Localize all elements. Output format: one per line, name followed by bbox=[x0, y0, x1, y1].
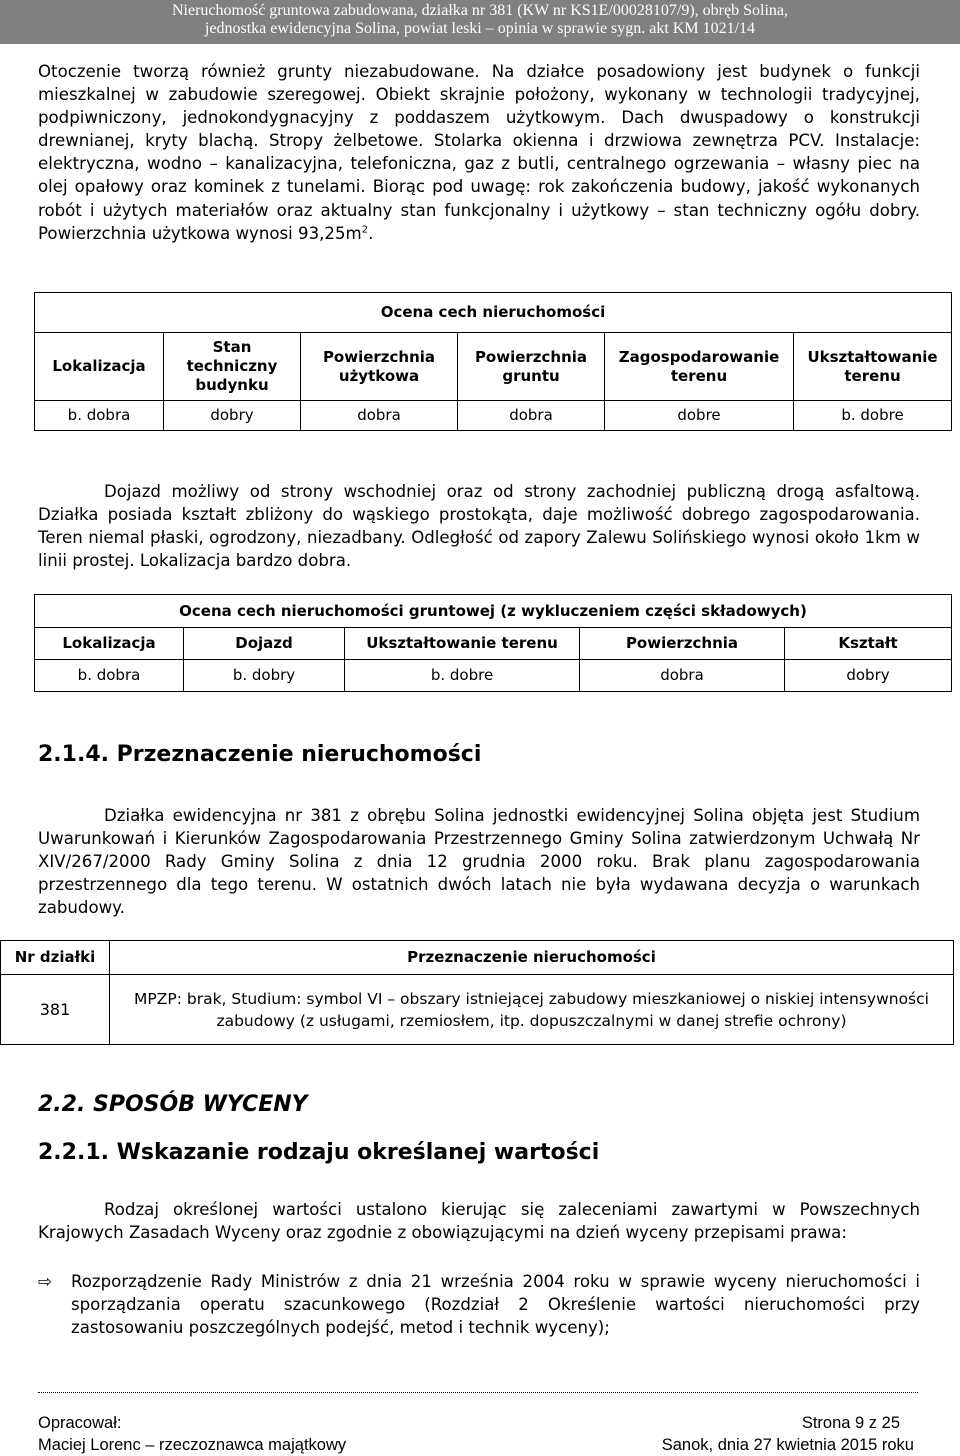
col-header-parcel: Nr działki bbox=[1, 941, 110, 975]
section-heading-2-1-4: 2.1.4. Przeznaczenie nieruchomości bbox=[38, 742, 482, 767]
footer-author-label: Opracował: bbox=[38, 1414, 122, 1432]
superscript: 2 bbox=[361, 224, 369, 236]
table-cell: dobra bbox=[580, 660, 785, 692]
valuation-type-description bbox=[38, 1198, 920, 1244]
building-description-part1: Otoczenie tworzą również grunty niezabudowane. Na działce posadowiony jest budynek o funkcji mieszkalnej w zabudowie szeregowej. Obiekt skrajnie położony, wykonany w technologii tradycyjnej, podpiwniczony, jednokondygnacyjny z poddaszem użytkowym. Dach dwuspadowy o konstrukcji drewnianej, kryty blachą. Stropy żelbetowe. Stolarka okienna i drzwiowa zewnętrza PCV. bbox=[38, 62, 920, 151]
valuation-type-text: Rodzaj określonej wartości ustalono kierując się zaleceniami zawartymi w Powszechnych Krajowych Zasadach Wyceny oraz zgodnie z obowiązującymi na dzień wyceny przepisami prawa: bbox=[38, 1200, 920, 1243]
col-header: Dojazd bbox=[184, 628, 345, 660]
table-cell: dobry bbox=[164, 401, 301, 431]
footer-author-name: Maciej Lorenc – rzeczoznawca majątkowy bbox=[38, 1436, 347, 1454]
land-features-table bbox=[34, 594, 952, 692]
col-header: Lokalizacja bbox=[35, 628, 184, 660]
zoning-table bbox=[0, 940, 954, 1045]
col-header: Ukształtowanie terenu bbox=[794, 333, 952, 401]
table-cell: dobry bbox=[785, 660, 952, 692]
land-features-title: Ocena cech nieruchomości gruntowej (z wykluczeniem części składowych) bbox=[35, 595, 952, 628]
period: . bbox=[368, 223, 374, 243]
building-description bbox=[38, 60, 920, 245]
table-cell: b. dobry bbox=[184, 660, 345, 692]
table-cell: dobra bbox=[301, 401, 458, 431]
access-text: Dojazd możliwy od strony wschodniej oraz od strony zachodniej publiczną drogą asfaltową. Działka posiada kształt zbliżony do wąskiego prostokąta, daje możliwość dobrego zagospodarowania. Teren niemal płaski, ogrodzony, niezadbany. Odległość od zapory Zalewu Solińskiego wynosi około 1km w linii prostej. Lokalizacja bardzo dobra. bbox=[38, 482, 920, 571]
header-line-1: Nieruchomość gruntowa zabudowana, działka nr 381 (KW nr KS1E/00028107/9), obręb Solina, bbox=[171, 2, 788, 19]
col-header-purpose: Przeznaczenie nieruchomości bbox=[110, 941, 954, 975]
property-features-table bbox=[34, 292, 952, 431]
access-description bbox=[38, 480, 920, 572]
footer-date: Sanok, dnia 27 kwietnia 2015 roku bbox=[661, 1436, 914, 1454]
col-header: Powierzchnia bbox=[580, 628, 785, 660]
col-header: Powierzchnia gruntu bbox=[458, 333, 605, 401]
property-features-title: Ocena cech nieruchomości bbox=[35, 293, 952, 333]
footer-page-number: Strona 9 z 25 bbox=[801, 1414, 900, 1432]
purpose-text: MPZP: brak, Studium: symbol VI – obszary istniejącej zabudowy mieszkaniowej o niskiej intensywności zabudowy (z usługami, rzemiosłem, itp. dopuszczalnymi w danej strefie ochrony) bbox=[110, 975, 954, 1045]
section-heading-2-2: 2.2. SPOSÓB WYCENY bbox=[38, 1092, 308, 1117]
col-header: Stan techniczny budynku bbox=[164, 333, 301, 401]
col-header: Lokalizacja bbox=[35, 333, 164, 401]
legal-basis-item bbox=[38, 1270, 920, 1339]
col-header: Kształt bbox=[785, 628, 952, 660]
zoning-text: Działka ewidencyjna nr 381 z obrębu Solina jednostki ewidencyjnej Solina objęta jest Studium Uwarunkowań i Kierunków Zagospodarowania Przestrzennego Gminy Solina zatwierdzonym Uchwałą Nr XIV/267/2000 Rady Gminy Solina z dnia 12 grudnia 2000 roku. Brak planu zagospodarowania przestrzennego dla tego terenu. W ostatnich dwóch latach nie była wydawana decyzja o warunkach zabudowy. bbox=[38, 806, 920, 918]
legal-basis-text: Rozporządzenie Rady Ministrów z dnia 21 września 2004 roku w sprawie wyceny nieruchomości i sporządzania operatu szacunkowego (Rozdział 2 Określenie wartości nieruchomości przy zastosowaniu poszczególnych podejść, metod i technik wyceny); bbox=[71, 1272, 920, 1338]
zoning-description bbox=[38, 804, 920, 919]
table-cell: b. dobra bbox=[35, 660, 184, 692]
footer-divider bbox=[38, 1392, 918, 1394]
col-header: Powierzchnia użytkowa bbox=[301, 333, 458, 401]
table-cell: b. dobre bbox=[794, 401, 952, 431]
col-header: Zagospodarowanie terenu bbox=[605, 333, 794, 401]
building-description-part2: Instalacje: elektryczna, wodno – kanalizacyjna, telefoniczna, gaz z butli, centralnego ogrzewania – własny piec na olej opałowy oraz kominek z tunelami. Biorąc pod uwagę: rok zakończenia budowy, jakość wykonanych robót i użytych materiałów oraz aktualny stan funkcjonalny i użytkowy – stan techniczny ogółu dobry. Powierzchnia użytkowa wynosi 93,25m bbox=[38, 131, 921, 243]
header-line-2: jednostka ewidencyjna Solina, powiat leski – opinia w sprawie sygn. akt KM 1021/14 bbox=[204, 20, 756, 37]
col-header: Ukształtowanie terenu bbox=[345, 628, 580, 660]
parcel-number: 381 bbox=[1, 975, 110, 1045]
table-cell: b. dobre bbox=[345, 660, 580, 692]
table-cell: dobre bbox=[605, 401, 794, 431]
page-header bbox=[0, 0, 960, 44]
table-cell: dobra bbox=[458, 401, 605, 431]
arrow-right-icon: ⇨ bbox=[38, 1272, 52, 1291]
table-cell: b. dobra bbox=[35, 401, 164, 431]
section-heading-2-2-1: 2.2.1. Wskazanie rodzaju określanej wartości bbox=[38, 1140, 600, 1165]
